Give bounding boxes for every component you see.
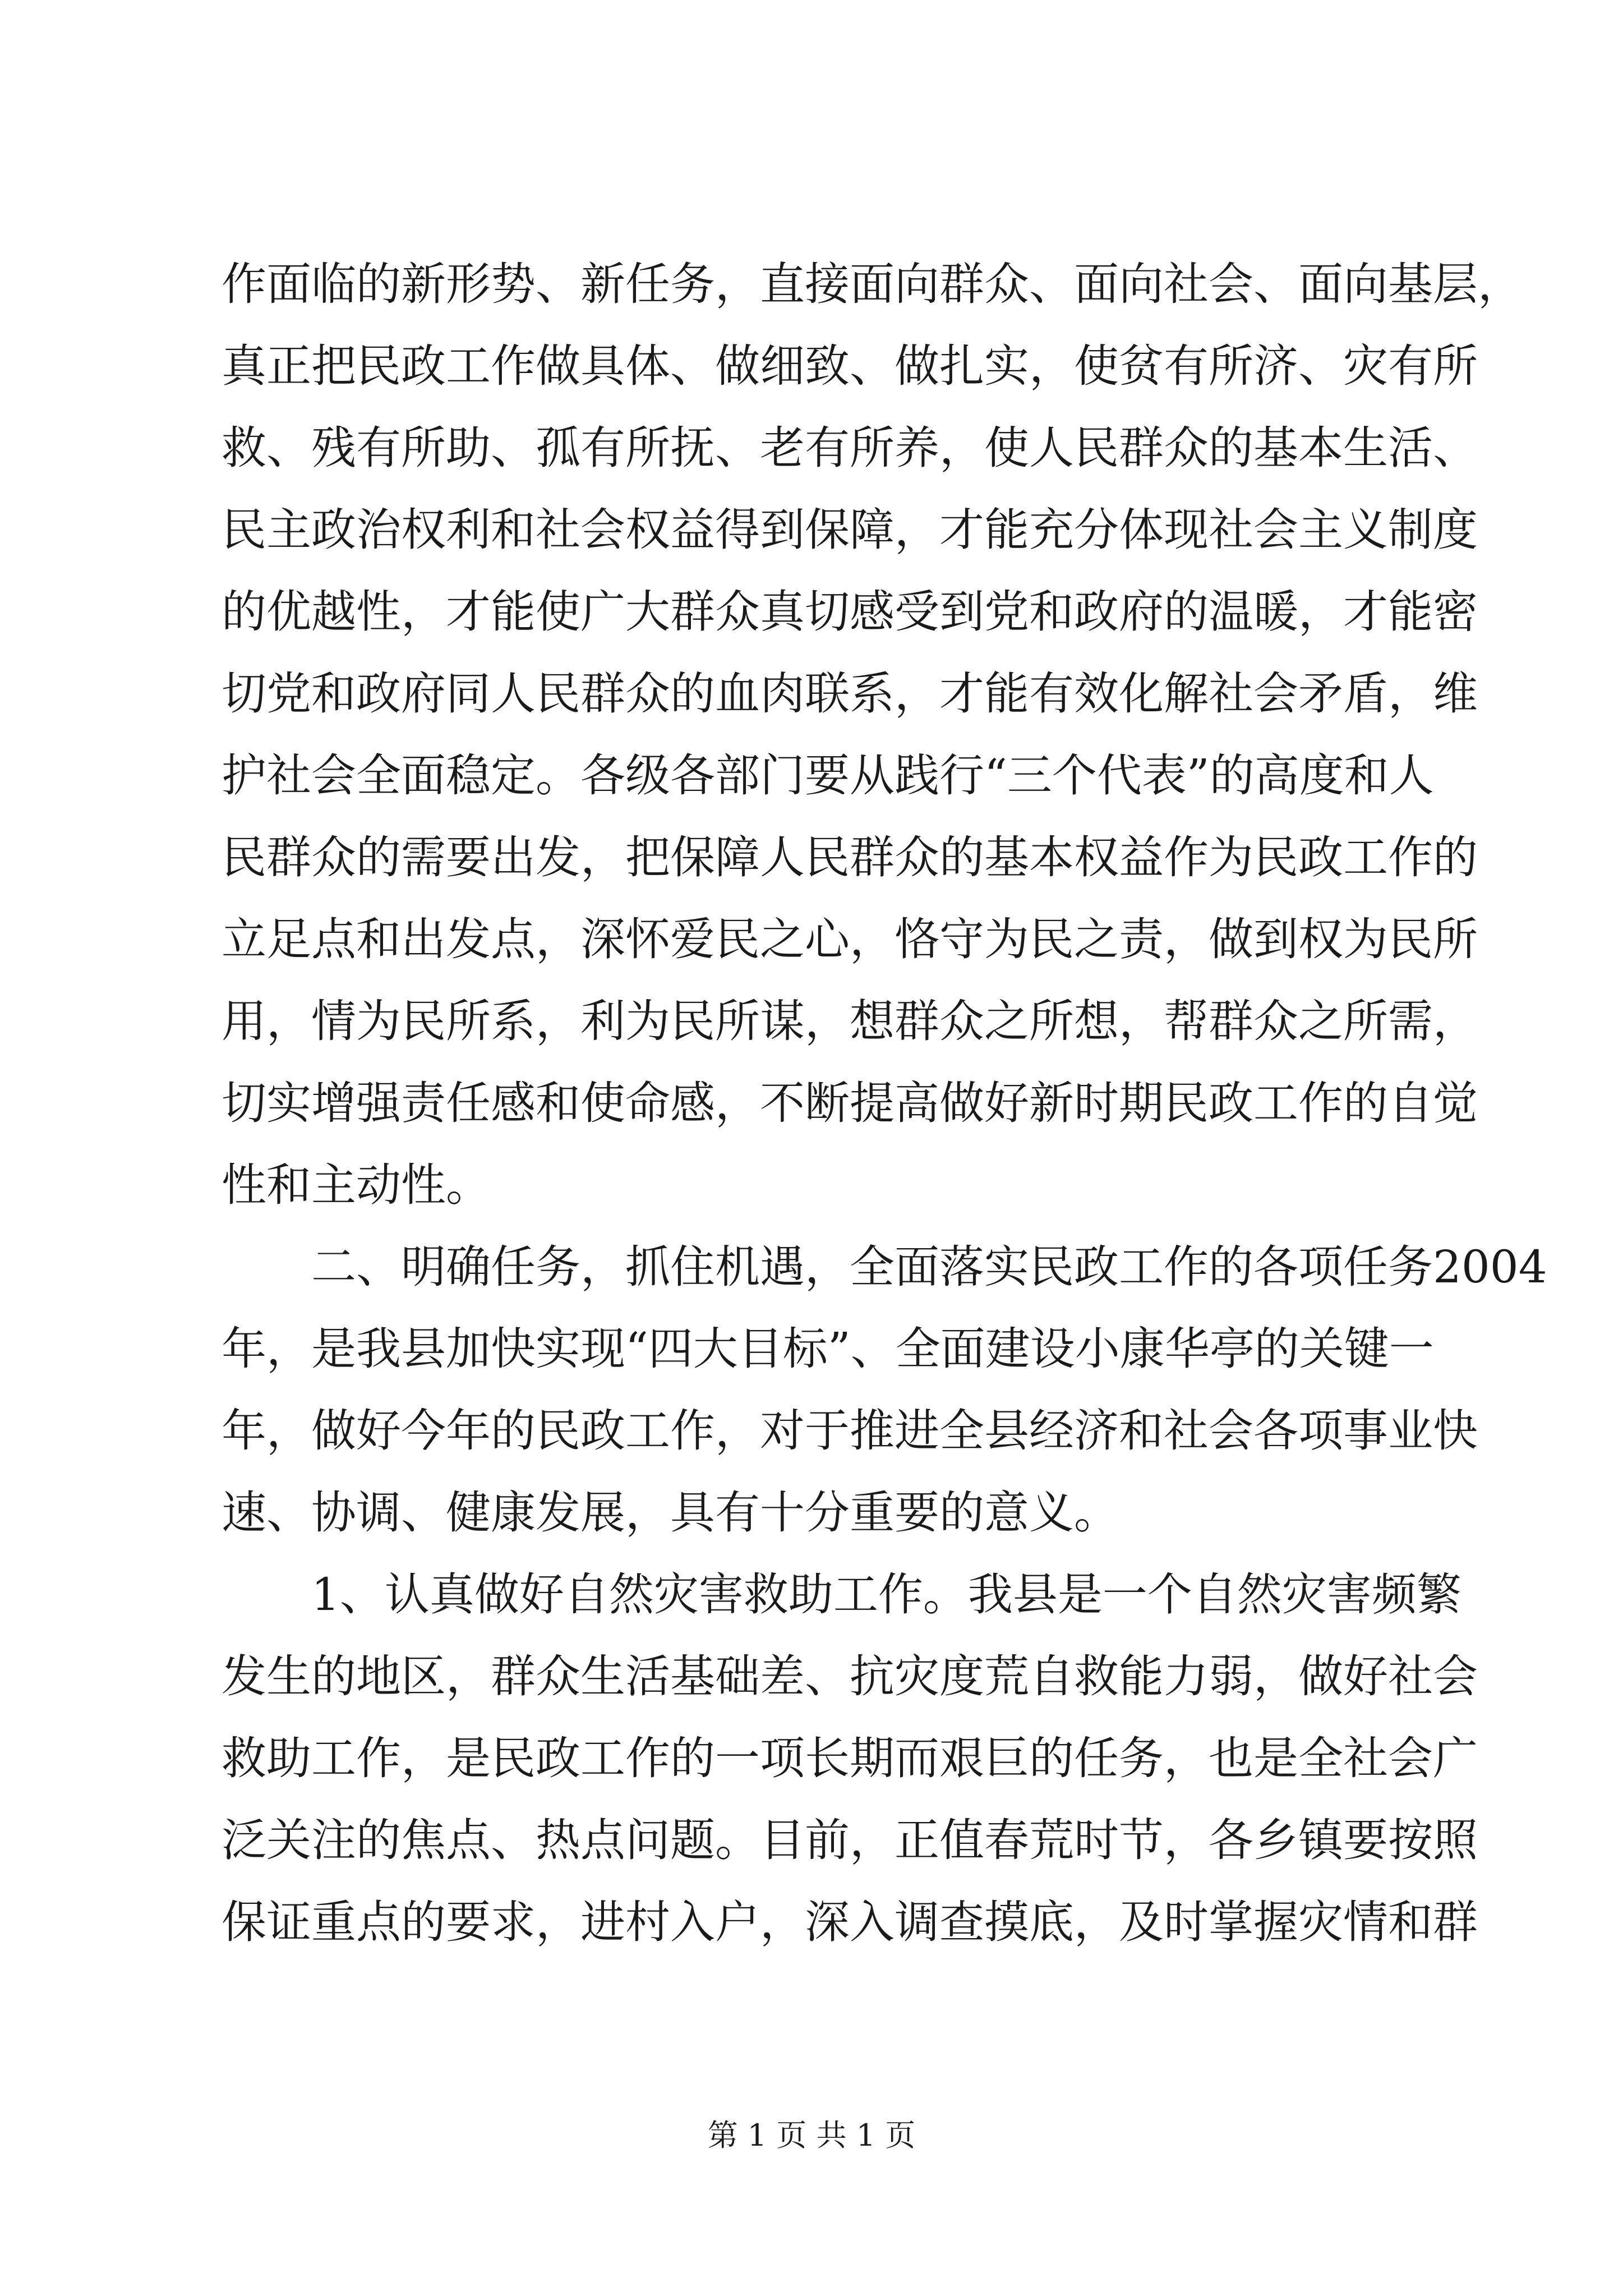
text-line: 1、认真做好自然灾害救助工作。我县是一个自然灾害频繁 (311, 1568, 1461, 1621)
text-line: 速、协调、健康发展，具有十分重要的意义。 (222, 1487, 1119, 1539)
text-line: 用，情为民所系，利为民所谋，想群众之所想，帮群众之所需， (222, 995, 1478, 1047)
text-line: 真正把民政工作做具体、做细致、做扎实，使贫有所济、灾有所 (222, 340, 1478, 392)
text-line: 泛关注的焦点、热点问题。目前，正值春荒时节，各乡镇要按照 (222, 1814, 1478, 1866)
text-line: 切党和政府同人民群众的血肉联系，才能有效化解社会矛盾，维 (222, 668, 1478, 720)
text-line: 民主政治权利和社会权益得到保障，才能充分体现社会主义制度 (222, 504, 1478, 556)
text-line: 发生的地区，群众生活基础差、抗灾度荒自救能力弱，做好社会 (222, 1650, 1478, 1703)
text-line: 年，做好今年的民政工作，对于推进全县经济和社会各项事业快 (222, 1405, 1478, 1457)
text-line: 救助工作，是民政工作的一项长期而艰巨的任务，也是全社会广 (222, 1732, 1478, 1784)
text-line: 护社会全面稳定。各级各部门要从践行“三个代表”的高度和人 (222, 749, 1434, 802)
text-line: 民群众的需要出发，把保障人民群众的基本权益作为民政工作的 (222, 831, 1478, 884)
text-line: 性和主动性。 (222, 1159, 491, 1211)
text-line: 救、残有所助、孤有所抚、老有所养，使人民群众的基本生活、 (222, 422, 1478, 474)
text-line: 作面临的新形势、新任务，直接面向群众、面向社会、面向基层， (222, 258, 1523, 310)
document-body (222, 243, 1547, 1963)
text-line: 保证重点的要求，进村入户，深入调查摸底，及时掌握灾情和群 (222, 1896, 1478, 1948)
page-number-footer: 第 1 页 共 1 页 (707, 2118, 916, 2153)
text-line: 立足点和出发点，深怀爱民之心，恪守为民之责，做到权为民所 (222, 913, 1478, 965)
text-line: 二、明确任务，抓住机遇，全面落实民政工作的各项任务2004 (311, 1241, 1547, 1293)
text-line: 切实增强责任感和使命感，不断提高做好新时期民政工作的自觉 (222, 1077, 1478, 1129)
text-line: 的优越性，才能使广大群众真切感受到党和政府的温暖，才能密 (222, 586, 1478, 638)
text-line: 年，是我县加快实现“四大目标”、全面建设小康华亭的关键一 (222, 1323, 1434, 1375)
